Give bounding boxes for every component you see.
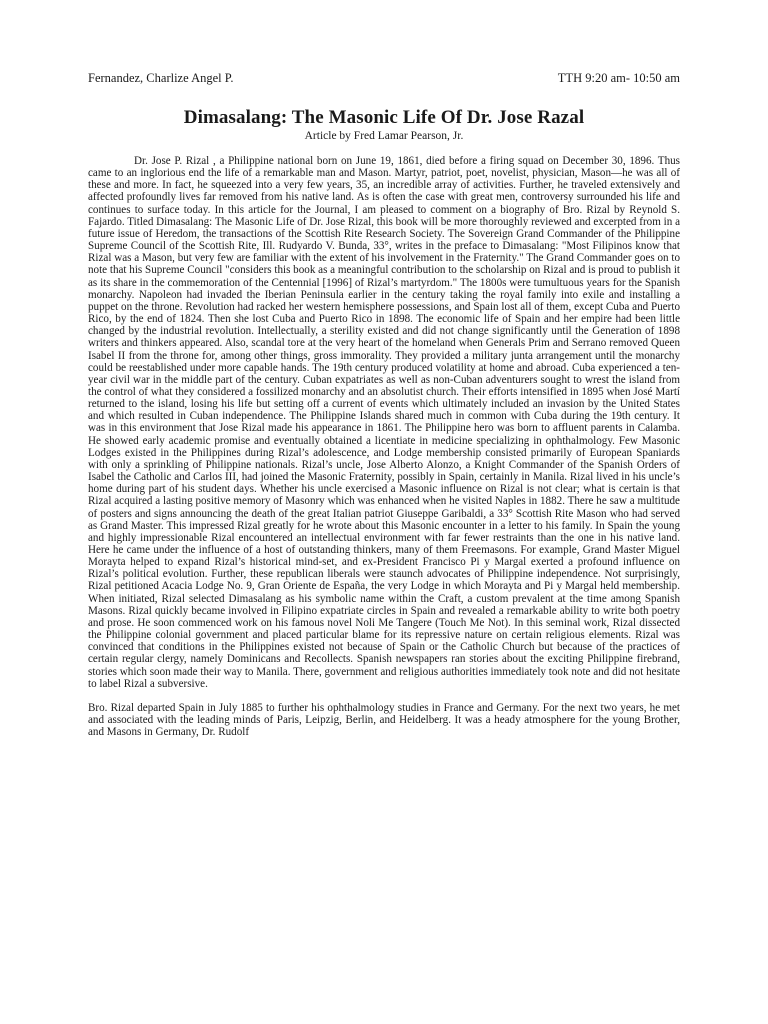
document-page [88, 70, 680, 738]
document-body [88, 155, 680, 738]
class-schedule: TTH 9:20 am- 10:50 am [557, 71, 680, 85]
student-name: Fernandez, Charlize Angel P. [88, 71, 234, 85]
body-paragraph: Bro. Rizal departed Spain in July 1885 to further his ophthalmology studies in France and Germany. For the next two years, he met and associated with the leading minds of Paris, Leipzig, Berlin, and Heidelberg. It was a heady atmosphere for the young Brother, and Masons in Germany, Dr. Rudolf [88, 701, 680, 739]
document-byline: Article by Fred Lamar Pearson, Jr. [304, 130, 464, 142]
document-title: Dimasalang: The Masonic Life Of Dr. Jose Razal [183, 107, 585, 128]
document-header [88, 70, 680, 86]
body-paragraph: Dr. Jose P. Rizal , a Philippine national born on June 19, 1861, died before a firing squad on December 30, 1896. Thus came to an inglorious end the life of a remarkable man and Mason. Martyr, patriot, poet, novelist, physician, Mason—he was all of these and more. In fact, he squeezed into a very few years, 35, an incredible array of activities. Further, he traveled extensively and affected profoundly lives far removed from his native land. As is often the case with great men, controversy surrounded his life and continues to surface today. In this article for the Journal, I am pleased to comment on a biography of Bro. Rizal by Reynold S. Fajardo. Titled Dimasalang: The Masonic Life of Dr. Jose Rizal, this book will be more thoroughly reviewed and excerpted from in a future issue of Heredom, the transactions of the Scottish Rite Research Society. The Sovereign Grand Commander of the Philippine Supreme Council of the Scottish Rite, Ill. Rudyardo V. Bunda, 33°, writes in the preface to Dimasalang: "Most Filipinos know that Rizal was a Mason, but very few are familiar with the extent of his involvement in the Fraternity." The Grand Commander goes on to note that his Supreme Council "considers this book as a meaningful contribution to the scholarship on Rizal and is proud to publish it as its share in the commemoration of the Centennial [1996] of Rizal’s martyrdom." The 1800s were tumultuous years for the Spanish monarchy. Napoleon had invaded the Iberian Peninsula earlier in the century taking the royal family into exile and installing a puppet on the throne. Revolution had racked her western hemisphere possessions, and Spain lost all of them, except Cuba and Puerto Rico, by the end of 1824. Then she lost Cuba and Puerto Rico in 1898. The economic life of Spain and her empire had been little changed by the industrial revolution. Intellectually, a sterility existed and did not change significantly until the Generation of 1898 writers and thinkers appeared. Also, scandal tore at the very heart of the homeland when Generals Prim and Serrano removed Queen Isabel II from the throne for, among other things, gross immorality. They provided a military junta arrangement until the monarchy could be reestablished under more capable hands. The 19th century produced volatility at home and abroad. Cuba experienced a ten-year civil war in the middle part of the century. Cuban expatriates as well as non-Cuban adventurers sought to wrest the island from the control of what they considered a fossilized monarchy and an absolutist church. Their efforts intensified in 1895 when José Martí returned to the island, losing his life but setting off a current of events which ultimately included an invasion by the United States and which resulted in Cuban independence. The Philippine Islands shared much in common with Cuba during the 19th century. It was in this environment that Jose Rizal made his appearance in 1861. The Philippine hero was born to affluent parents in Calamba. He showed early academic promise and eventually obtained a licentiate in medicine specializing in ophthalmology. Few Masonic Lodges existed in the Philippines during Rizal’s adolescence, and Lodge membership consisted primarily of European Spaniards with only a sprinkling of Philippine nationals. Rizal’s uncle, Jose Alberto Alonzo, a Knight Commander of the Spanish Orders of Isabel the Catholic and Carlos III, had joined the Masonic Fraternity, possibly in Spain, certainly in Manila. Rizal lived in his uncle’s home during part of his student days. Whether his uncle exercised a Masonic influence on Rizal is not clear; what is certain is that Rizal acquired a lasting positive memory of Masonry which was enhanced when he visited Naples in 1882. There he saw a multitude of posters and signs announcing the death of the great Italian patriot Giuseppe Garibaldi, a 33° Scottish Rite Mason who had served as Grand Master. This impressed Rizal greatly for he wrote about this Masonic encounter in a letter to his family. In Spain the young and highly impressionable Rizal encountered an intellectual environment with far fewer restraints than the one in his native land. Here he came under the influence of a host of outstanding thinkers, many of them Freemasons. For example, Grand Master Miguel Morayta helped to expand Rizal’s historical mind-set, and ex-President Francisco Pi y Margal exerted a profound influence on Rizal’s political evolution. Further, these republican liberals were staunch advocates of Philippine independence. Not surprisingly, Rizal petitioned Acacia Lodge No. 9, Gran Oriente de España, the very Lodge in which Morayta and Pi y Margal held membership. When initiated, Rizal selected Dimasalang as his symbolic name within the Craft, a custom prevalent at the time among Spanish Masons. Rizal quickly became involved in Filipino expatriate circles in Spain and revealed a remarkable ability to write both poetry and prose. He soon commenced work on his famous novel Noli Me Tangere (Touch Me Not). In this seminal work, Rizal dissected the Philippine colonial government and placed particular blame for its repressive nature on certain religious elements. Rizal was convinced that conditions in the Philippines existed not because of Spain or the Catholic Church but because of the practices of certain regular clergy, namely Dominicans and Recollects. Spanish newspapers ran stories about the exciting Philippine firebrand, stories which soon made their way to Manila. There, government and religious authorities immediately took note and did not hesitate to label Rizal a subversive. [88, 155, 680, 690]
